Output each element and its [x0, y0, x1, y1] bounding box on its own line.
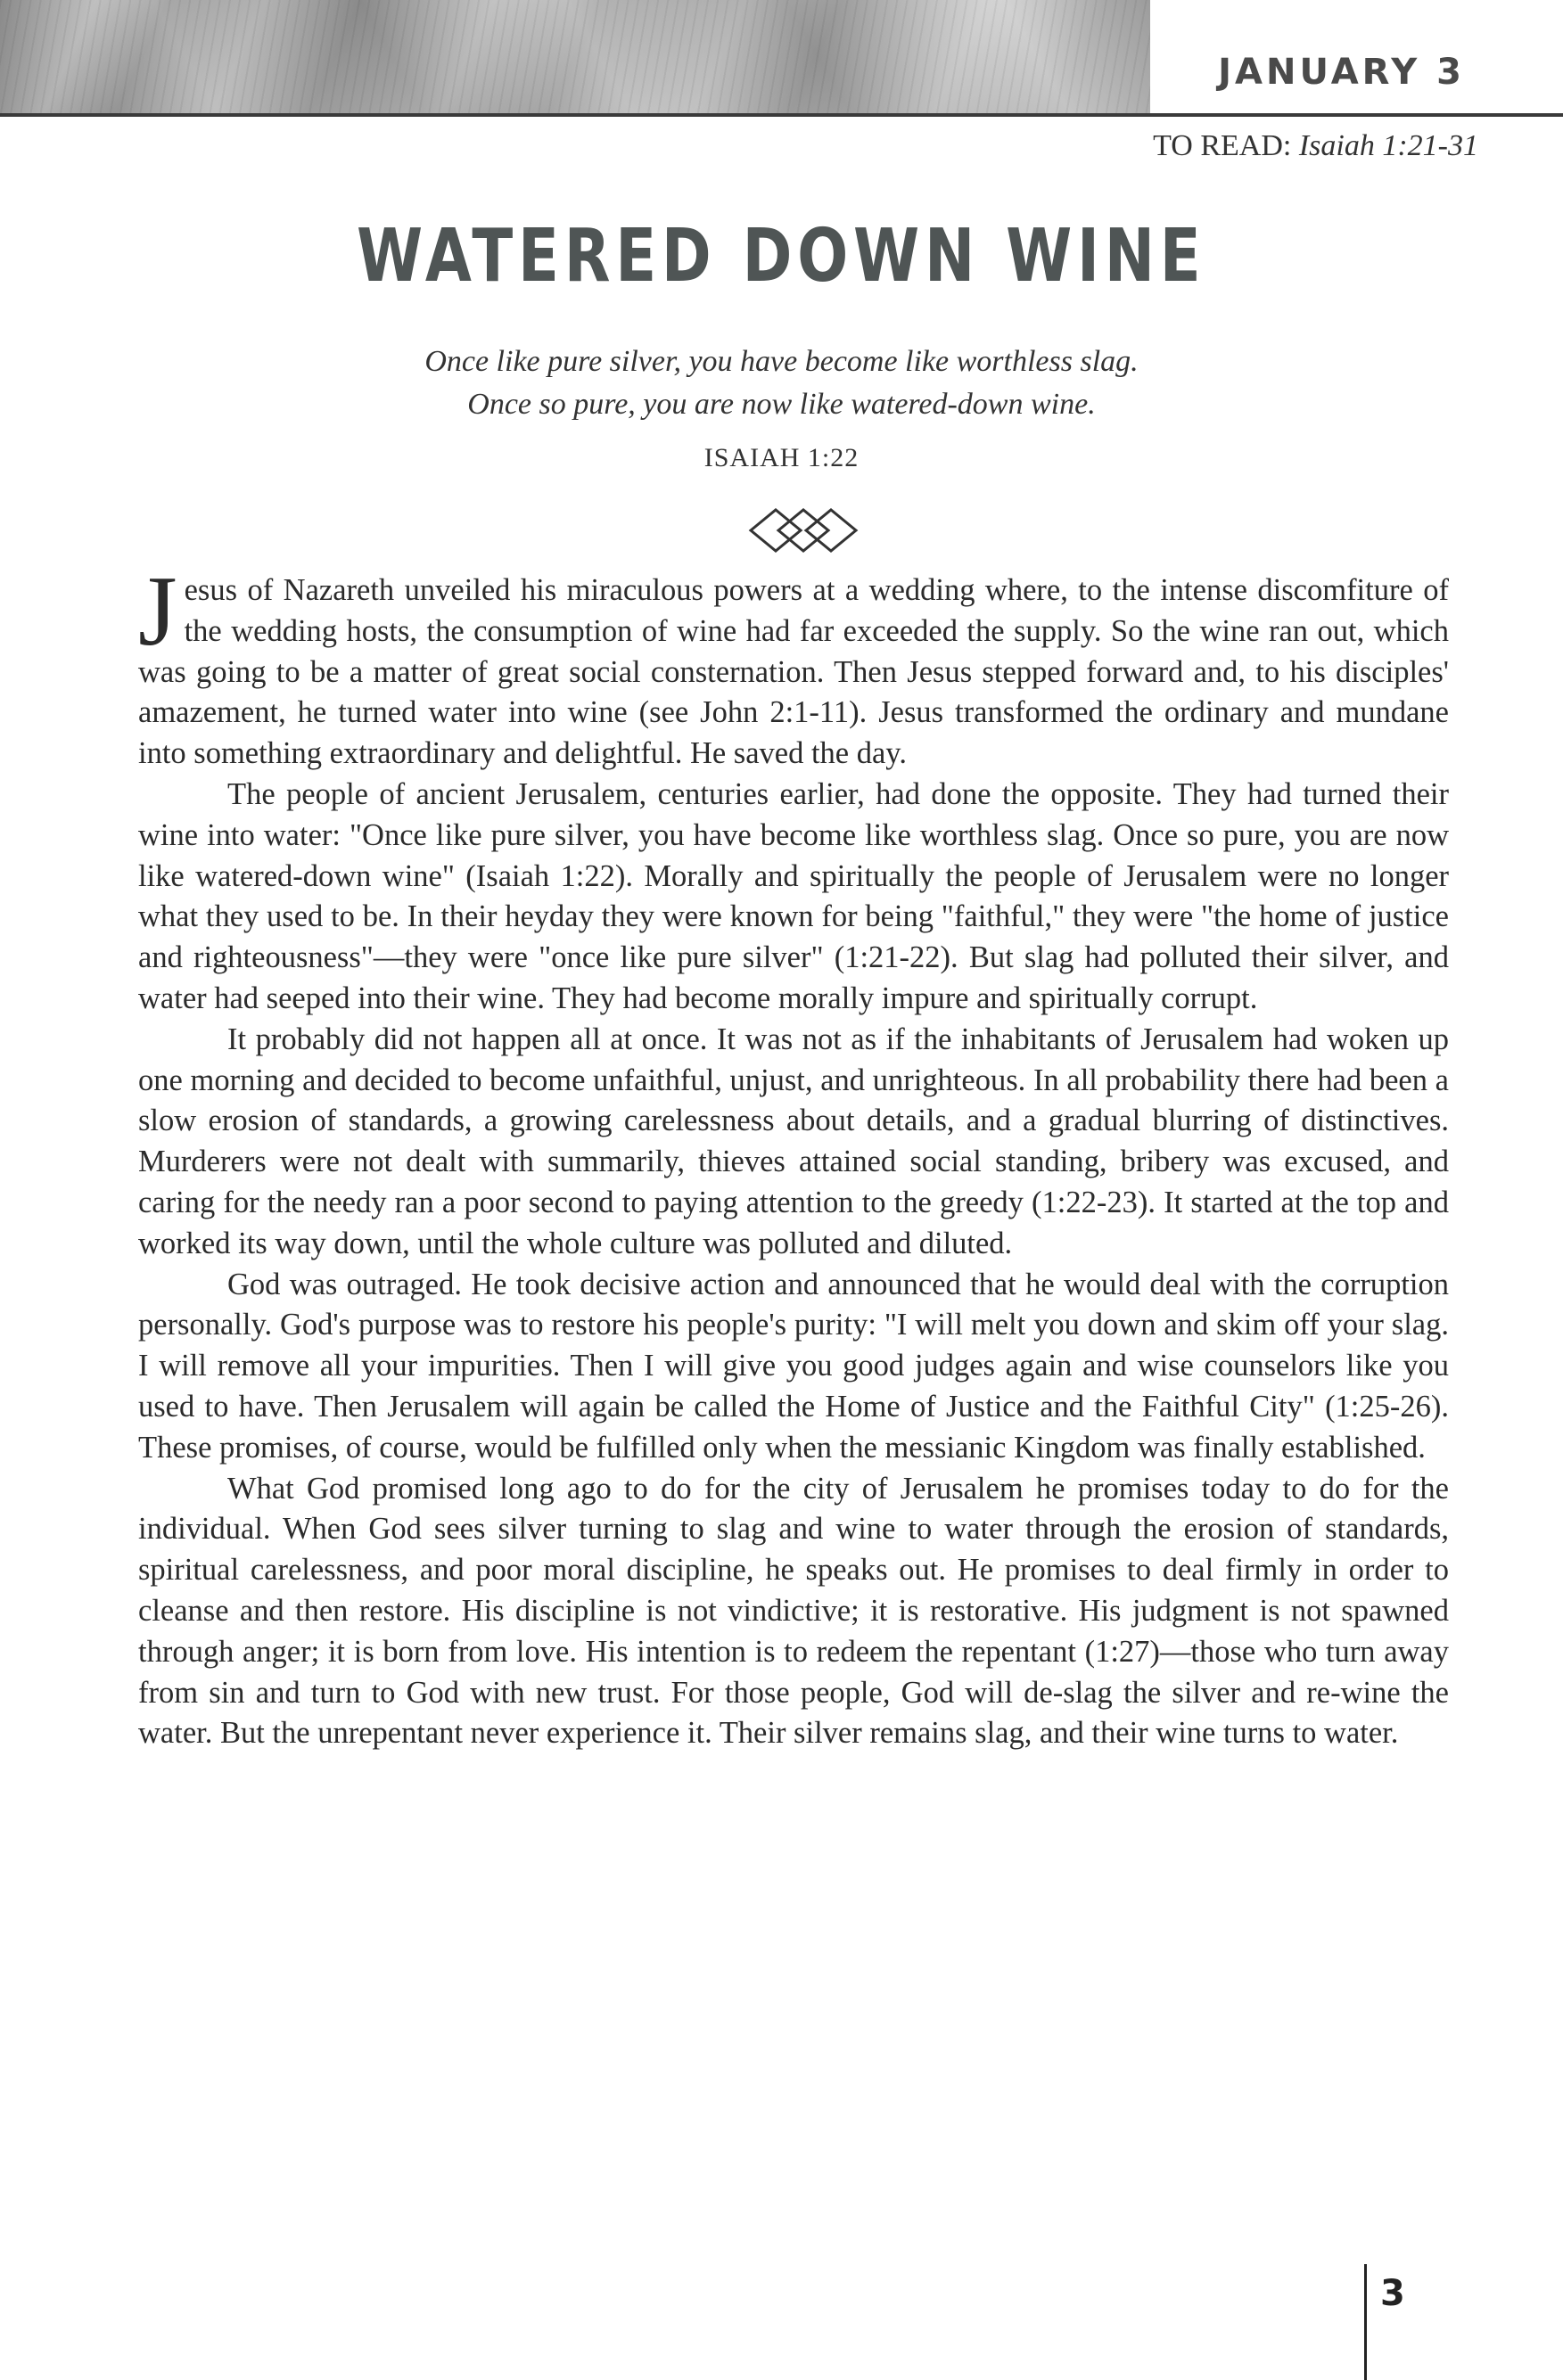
reading-assignment [1153, 129, 1478, 163]
folio-rule [1364, 2264, 1367, 2380]
epigraph-reference: ISAIAH 1:22 [703, 443, 860, 472]
page-title: WATERED DOWN WINE [356, 214, 1206, 299]
to-read-reference: Isaiah 1:21-31 [1298, 129, 1478, 162]
article-body [138, 556, 1449, 1754]
paragraph-3: It probably did not happen all at once. It was not as if the inhabitants of Jerusalem had woken up one morning and decided to become unfaithful, unjust, and unrighteous. In all probability there had been a slow erosion of standards, a growing carelessness about details, and a gradual blurring of distinctives. Murderers were not dealt with summarily, thieves attained social standing, bribery was excused, and caring for the needy ran a poor second to paying attention to the greedy (1:22-23). It started at the top and worked its way down, until the whole culture was polluted and diluted. [138, 1022, 1449, 1260]
epigraph-line-2: Once so pure, you are now like watered-down wine. [467, 388, 1096, 421]
header-texture-band [0, 0, 1150, 114]
paragraph-2: The people of ancient Jerusalem, centuries earlier, had done the opposite. They had turned their wine into water: "Once like pure silver, you have become like worthless slag. Once so pure, you are now like watered-down wine" (Isaiah 1:22). Morally and spiritually the people of Jerusalem were no longer what they used to be. In their heyday they were known for being "faithful," they were "the home of justice and righteousness"—they were "once like pure silver" (1:21-22). But slag had polluted their silver, and water had seeped into their wine. They had become morally impure and spiritually corrupt. [138, 776, 1449, 1015]
date-label: JANUARY 3 [1218, 52, 1465, 93]
ornament-divider-icon [745, 505, 861, 556]
page-number: 3 [1380, 2273, 1405, 2314]
header-rule [0, 113, 1563, 117]
epigraph [0, 341, 1563, 426]
paragraph-1 [138, 556, 1449, 775]
drop-cap: J [138, 556, 177, 667]
to-read-label: TO READ: [1153, 129, 1292, 162]
paragraph-5: What God promised long ago to do for the city of Jerusalem he promises today to do for the individual. When God sees silver turning to slag and wine to water through the erosion of standards, spiritual carelessness, and poor moral discipline, he speaks out. He promises to deal firmly in order to cleanse and then restore. His discipline is not vindictive; it is restorative. His judgment is not spawned through anger; it is born from love. His intention is to redeem the repentant (1:27)—those who turn away from sin and turn to God with new trust. For those people, God will de-slag the silver and re-wine the water. But the unrepentant never experience it. Their silver remains slag, and their wine turns to water. [138, 1471, 1449, 1751]
paragraph-1-text: esus of Nazareth unveiled his miraculous powers at a wedding where, to the intense discomfiture of the wedding hosts, the consumption of wine had far exceeded the supply. So the wine ran out, which was going to be a matter of great social consternation. Then Jesus stepped forward and, to his disciples' amazement, he turned water into wine (see John 2:1-11). Jesus transformed the ordinary and mundane into something extraordinary and delightful. He saved the day. [138, 573, 1449, 771]
paragraph-4: God was outraged. He took decisive action and announced that he would deal with the corruption personally. God's purpose was to restore his people's purity: "I will melt you down and skim off your slag. I will remove all your impurities. Then I will give you good judges again and wise counselors like you used to have. Then Jerusalem will again be called the Home of Justice and the Faithful City" (1:25-26). These promises, of course, would be fulfilled only when the messianic Kingdom was finally established. [138, 1267, 1449, 1465]
epigraph-line-1: Once like pure silver, you have become like worthless slag. [424, 345, 1139, 378]
